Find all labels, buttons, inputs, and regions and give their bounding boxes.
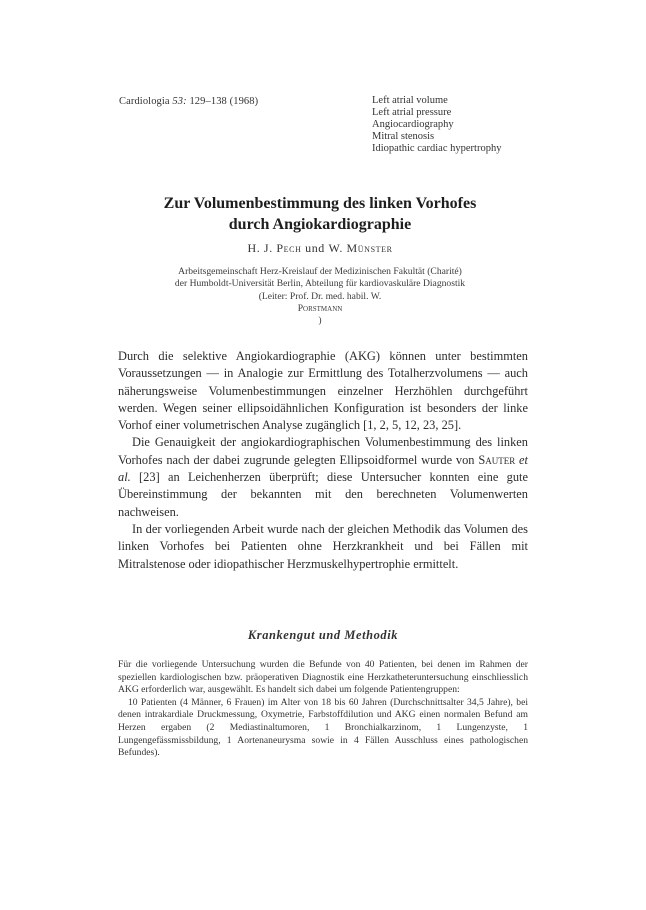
keyword: Idiopathic cardiac hypertrophy xyxy=(372,143,502,154)
article-title-line: Zur Volumenbestimmung des linken Vorhofes xyxy=(163,195,477,212)
affiliation xyxy=(110,266,530,327)
keyword: Angiocardiography xyxy=(372,119,454,130)
paragraph: In der vorliegenden Arbeit wurde nach der gleichen Methodik das Volumen des linken Vorhofes bei Patienten ohne Herzkrankheit und bei Fällen mit Mitralstenose oder idiopathischer Herzmuskelhypertrophie ermittelt. xyxy=(118,521,528,571)
author-name: W. Münster xyxy=(328,241,393,255)
article-title-line: durch Angiokardiographie xyxy=(228,216,412,233)
journal-name: Cardiologia xyxy=(119,96,170,107)
journal-volume: 53: xyxy=(172,96,187,107)
paragraph xyxy=(118,434,528,520)
author-line xyxy=(100,241,540,256)
paragraph-text: [23] an Leichenherzen überprüft; diese Untersucher konnten eine gute Übereinstimmung der bekannten mit den berechneten Volumenwerten nachweisen. xyxy=(118,470,528,519)
affiliation-line: Arbeitsgemeinschaft Herz-Kreislauf der Medizinischen Fakultät (Charité) xyxy=(178,266,462,277)
keyword: Mitral stenosis xyxy=(372,131,435,142)
affiliation-line xyxy=(110,291,530,328)
paragraph: 10 Patienten (4 Männer, 6 Frauen) im Alter von 18 bis 60 Jahren (Durchschnittsalter 34,5 Jahre), bei denen intrakardiale Druckmessung, Oxymetrie, Farbstoffdilution und AKG einen normalen Befund am Herzen ergaben (2 Mediastinaltumoren, 1 Bronchialkarzinom, 1 Lungenzyste, 1 Lungengefässmissbildung, 1 Aortenaneurysma sowie in 4 Fällen Ausschluss eines pathologischen Befundes). xyxy=(118,696,528,759)
author-conjunction: und xyxy=(305,241,325,255)
et-al: et al. xyxy=(118,452,528,485)
cited-author: Sauter xyxy=(478,452,516,467)
journal-pages-year: 129–138 (1968) xyxy=(189,96,259,107)
affiliation-suffix: ) xyxy=(318,315,322,327)
journal-citation xyxy=(119,96,258,107)
affiliation-prefix: (Leiter: Prof. Dr. med. habil. W. xyxy=(258,290,382,302)
author-name: H. J. Pech xyxy=(247,241,302,255)
paragraph-text: Die Genauigkeit der angiokardiographischen Volumenbestimmung des linken Vorhofes nach der dabei zugrunde gelegten Ellipsoidformel wurde von xyxy=(118,435,528,467)
keyword: Left atrial volume xyxy=(372,95,448,106)
introduction-body xyxy=(118,348,528,573)
paragraph: Für die vorliegende Untersuchung wurden die Befunde von 40 Patienten, bei denen im Rahmen der speziellen kardiologischen bzw. präoperativen Diagnostik eine Herzkatheteruntersuchung einschliesslich AKG erforderlich war, ausgewählt. Es handelt sich dabei um folgende Patientengruppen: xyxy=(118,659,528,696)
paragraph: Durch die selektive Angiokardiographie (AKG) können unter bestimmten Voraussetzungen — in Analogie zur Ermittlung des Totalherzvolumens — auch näherungsweise Volumenbestimmungen einzelner Herzhöhlen durchgeführt werden. Wegen seiner ellipsoidähnlichen Konfiguration ist besonders der linke Vorhof einer volumetrischen Analyse zugänglich [1, 2, 5, 12, 23, 25]. xyxy=(118,349,528,433)
article-title xyxy=(100,193,540,235)
methods-body xyxy=(118,659,528,760)
section-heading: Krankengut und Methodik xyxy=(247,628,399,642)
keyword: Left atrial pressure xyxy=(372,107,452,118)
affiliation-line: der Humboldt-Universität Berlin, Abteilung für kardiovaskuläre Diagnostik xyxy=(174,278,466,290)
affiliation-head-name: Porstmann xyxy=(297,302,343,314)
keywords-list xyxy=(372,95,501,155)
